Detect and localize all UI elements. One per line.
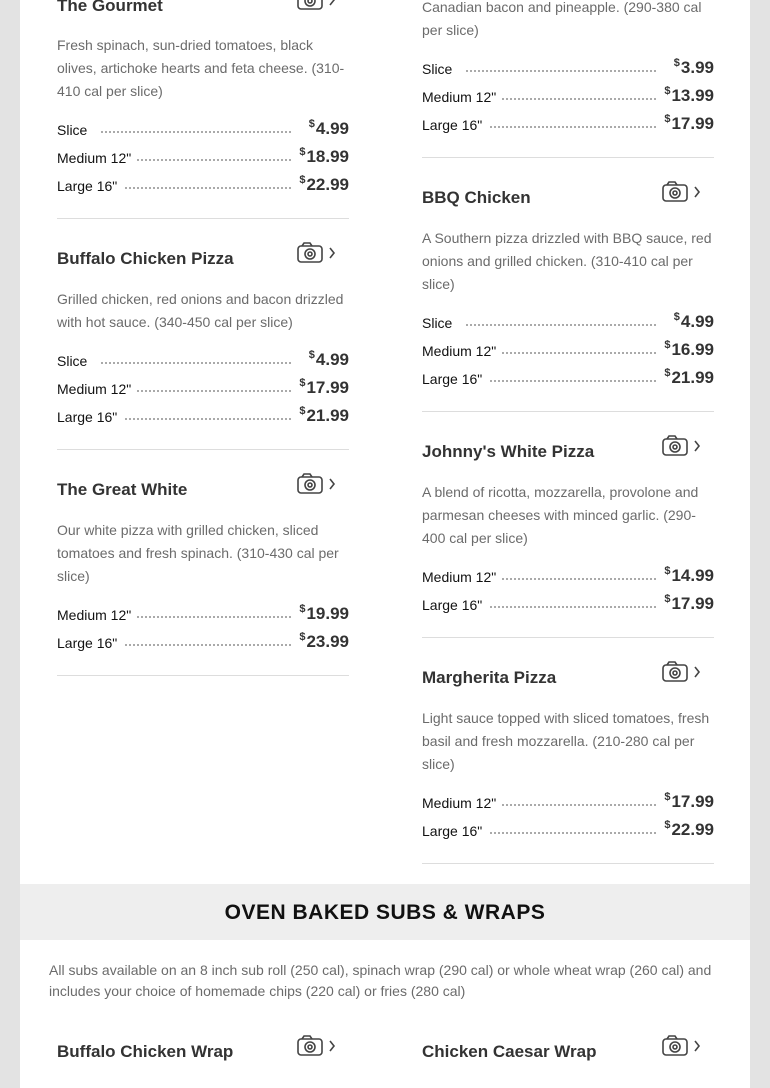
item-title: Buffalo Chicken Pizza xyxy=(57,249,234,268)
price-row xyxy=(422,819,714,841)
leader-dots xyxy=(101,131,291,133)
view-photo-button[interactable] xyxy=(297,473,343,495)
price-value: $14.99 xyxy=(658,565,714,586)
size-label: Large 16" xyxy=(422,597,488,613)
camera-icon xyxy=(663,1036,687,1055)
item-divider xyxy=(57,218,349,219)
item-description: A blend of ricotta, mozzarella, provolone and parmesan cheeses with minced garlic. (290-400 cal per slice) xyxy=(422,484,699,546)
leader-dots xyxy=(466,832,656,834)
camera-icon xyxy=(298,474,322,493)
price-row xyxy=(422,593,714,615)
price-row xyxy=(422,565,714,587)
item-title: Margherita Pizza xyxy=(422,668,557,687)
price-value: $17.99 xyxy=(658,593,714,614)
size-label: Large 16" xyxy=(57,635,123,651)
size-label: Medium 12" xyxy=(57,381,137,397)
item-divider xyxy=(422,157,714,158)
menu-item-buffalo-chicken-wrap xyxy=(57,1041,349,1065)
price-value: $21.99 xyxy=(658,367,714,388)
view-photo-button[interactable] xyxy=(297,242,343,264)
price-row xyxy=(422,339,714,361)
price-value: $4.99 xyxy=(303,349,349,370)
menu-item-chicken-caesar-wrap xyxy=(422,1041,714,1065)
view-photo-button[interactable] xyxy=(297,0,343,11)
size-label: Medium 12" xyxy=(57,607,137,623)
leader-dots xyxy=(101,187,291,189)
price-row xyxy=(57,405,349,427)
item-description: Grilled chicken, red onions and bacon drizzled with hot sauce. (340-450 cal per slice) xyxy=(57,291,344,330)
camera-icon xyxy=(663,182,687,201)
camera-icon xyxy=(663,436,687,455)
leader-dots xyxy=(466,126,656,128)
view-photo-button[interactable] xyxy=(662,181,708,203)
item-title: The Great White xyxy=(57,480,188,499)
price-row xyxy=(57,146,349,168)
price-row xyxy=(57,174,349,196)
item-divider xyxy=(422,863,714,864)
section-header xyxy=(20,884,750,940)
item-description: Fresh spinach, sun-dried tomatoes, black olives, artichoke hearts and feta cheese. (310-410 cal per slice) xyxy=(57,37,345,99)
size-label: Slice xyxy=(57,353,93,369)
chevron-right-icon xyxy=(695,667,699,677)
leader-dots xyxy=(466,70,656,72)
item-title: Johnny's White Pizza xyxy=(422,442,595,461)
size-label: Large 16" xyxy=(422,823,488,839)
menu-item-bbq-chicken xyxy=(422,187,714,211)
section-title: OVEN BAKED SUBS & WRAPS xyxy=(224,901,546,924)
price-row xyxy=(57,118,349,140)
view-photo-button[interactable] xyxy=(297,1035,343,1057)
price-row xyxy=(422,791,714,813)
section-note: All subs available on an 8 inch sub roll (250 cal), spinach wrap (290 cal) or whole wheat wrap (260 cal) and includes your choice of homemade chips (220 cal) or fries (280 cal) xyxy=(49,962,712,999)
price-value: $22.99 xyxy=(658,819,714,840)
leader-dots xyxy=(466,324,656,326)
item-description: Light sauce topped with sliced tomatoes, fresh basil and fresh mozzarella. (210-280 cal per slice) xyxy=(422,710,710,772)
price-value: $17.99 xyxy=(658,791,714,812)
size-label: Large 16" xyxy=(422,371,488,387)
item-divider xyxy=(57,675,349,676)
chevron-right-icon xyxy=(330,248,334,258)
size-label: Slice xyxy=(422,61,458,77)
item-description: Canadian bacon and pineapple. (290-380 cal per slice) xyxy=(422,0,702,38)
price-row xyxy=(57,349,349,371)
size-label: Slice xyxy=(57,122,93,138)
leader-dots xyxy=(101,418,291,420)
price-row xyxy=(422,311,714,333)
price-row xyxy=(422,367,714,389)
price-value: $18.99 xyxy=(293,146,349,167)
size-label: Medium 12" xyxy=(422,795,502,811)
price-row xyxy=(57,631,349,653)
camera-icon xyxy=(663,662,687,681)
price-value: $4.99 xyxy=(303,118,349,139)
price-value: $13.99 xyxy=(658,85,714,106)
item-title: BBQ Chicken xyxy=(422,188,531,207)
price-value: $17.99 xyxy=(658,113,714,134)
price-value: $16.99 xyxy=(658,339,714,360)
price-value: $4.99 xyxy=(668,311,714,332)
leader-dots xyxy=(466,606,656,608)
price-value: $17.99 xyxy=(293,377,349,398)
leader-dots xyxy=(101,362,291,364)
view-photo-button[interactable] xyxy=(662,1035,708,1057)
menu-item-buffalo-chicken-pizza xyxy=(57,248,349,272)
size-label: Large 16" xyxy=(422,117,488,133)
chevron-right-icon xyxy=(330,1041,334,1051)
price-value: $3.99 xyxy=(668,57,714,78)
menu-item-margherita-pizza xyxy=(422,667,714,691)
item-description: Our white pizza with grilled chicken, sliced tomatoes and fresh spinach. (310-430 cal per slice) xyxy=(57,522,339,584)
price-value: $19.99 xyxy=(293,603,349,624)
chevron-right-icon xyxy=(330,479,334,489)
price-row xyxy=(422,85,714,107)
price-row xyxy=(57,377,349,399)
menu-card xyxy=(20,0,750,1088)
item-divider xyxy=(57,449,349,450)
view-photo-button[interactable] xyxy=(662,435,708,457)
menu-item-the-great-white xyxy=(57,479,349,503)
price-value: $21.99 xyxy=(293,405,349,426)
item-divider xyxy=(422,637,714,638)
menu-item-johnnys-white-pizza xyxy=(422,441,714,465)
size-label: Medium 12" xyxy=(422,89,502,105)
leader-dots xyxy=(101,644,291,646)
size-label: Medium 12" xyxy=(422,343,502,359)
chevron-right-icon xyxy=(695,1041,699,1051)
price-row xyxy=(422,113,714,135)
item-title: Chicken Caesar Wrap xyxy=(422,1042,597,1061)
size-label: Large 16" xyxy=(57,178,123,194)
price-row xyxy=(57,603,349,625)
item-title: The Gourmet xyxy=(57,0,163,15)
leader-dots xyxy=(466,380,656,382)
size-label: Large 16" xyxy=(57,409,123,425)
chevron-right-icon xyxy=(695,187,699,197)
item-title: Buffalo Chicken Wrap xyxy=(57,1042,234,1061)
size-label: Medium 12" xyxy=(422,569,502,585)
chevron-right-icon xyxy=(330,0,334,5)
camera-icon xyxy=(298,0,322,9)
item-divider xyxy=(422,411,714,412)
price-row xyxy=(422,57,714,79)
price-value: $23.99 xyxy=(293,631,349,652)
item-description: A Southern pizza drizzled with BBQ sauce, red onions and grilled chicken. (310-410 cal per slice) xyxy=(422,230,712,292)
size-label: Medium 12" xyxy=(57,150,137,166)
size-label: Slice xyxy=(422,315,458,331)
chevron-right-icon xyxy=(695,441,699,451)
camera-icon xyxy=(298,1036,322,1055)
camera-icon xyxy=(298,243,322,262)
view-photo-button[interactable] xyxy=(662,661,708,683)
menu-item-the-gourmet xyxy=(57,0,349,19)
price-value: $22.99 xyxy=(293,174,349,195)
